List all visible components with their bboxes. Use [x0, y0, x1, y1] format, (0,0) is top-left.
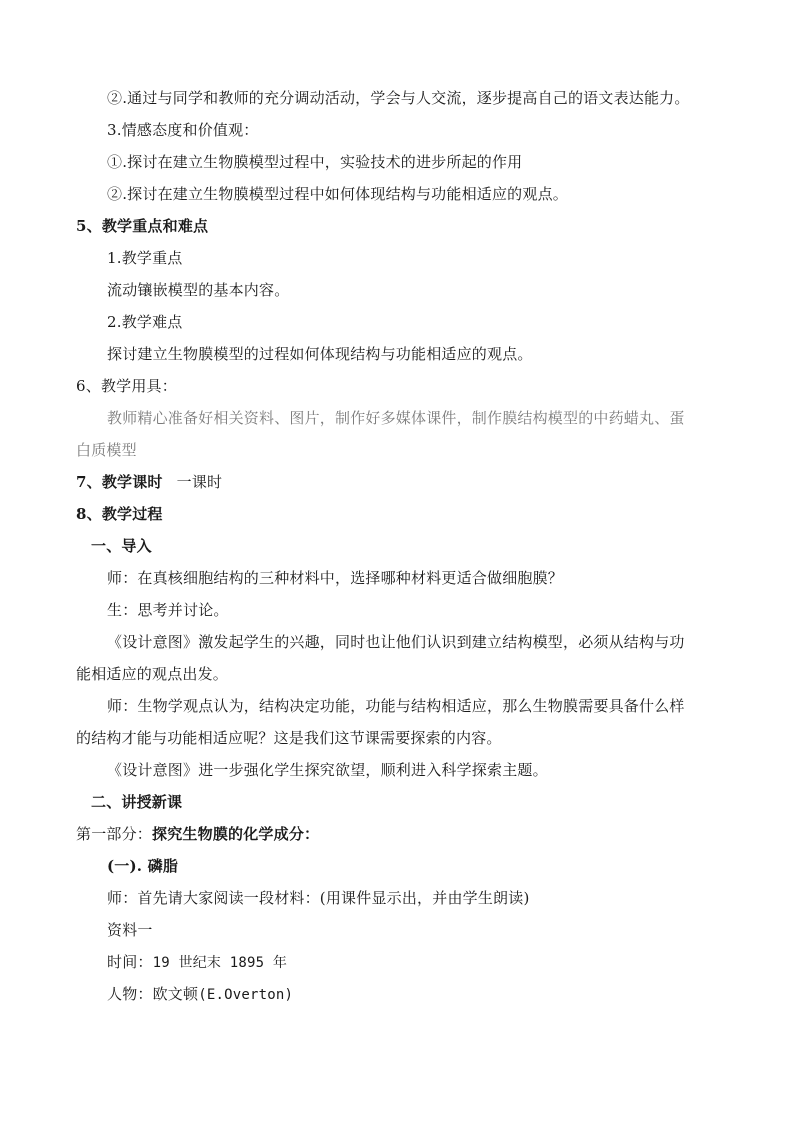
part-one-title: 探究生物膜的化学成分：	[152, 825, 320, 843]
part-one-heading	[76, 824, 319, 844]
class-hours-value: 一课时	[176, 473, 223, 491]
design-intent-line-cont: 能相适应的观点出发。	[76, 665, 229, 683]
design-intent-line-2: 《设计意图》进一步强化学生探究欲望，顺利进入科学探索主题。	[107, 761, 548, 779]
heading-key-points: 5、教学重点和难点	[76, 217, 209, 235]
student-response-line: 生：思考并讨论。	[107, 601, 229, 619]
class-hours-label: 7、教学课时	[76, 473, 163, 491]
teaching-tools-content: 教师精心准备好相关资料、图片，制作好多媒体课件，制作膜结构模型的中药蜡丸、蛋	[107, 409, 685, 427]
teacher-reading-instruction: 师：首先请大家阅读一段材料：(用课件显示出，并由学生朗读)	[107, 889, 530, 907]
material-person-line	[107, 984, 293, 1005]
part-one-label: 第一部分：	[76, 825, 153, 843]
heading-teaching-tools: 6、教学用具：	[76, 377, 177, 395]
subheading-introduction: 一、导入	[91, 537, 152, 555]
teacher-question-line: 师：在真核细胞结构的三种材料中，选择哪种材料更适合做细胞膜？	[107, 569, 564, 587]
objective-line-communication: ②.通过与同学和教师的充分调动活动，学会与人交流，逐步提高自己的语文表达能力。	[107, 89, 690, 107]
material-time-value: 19 世纪末 1895 年	[152, 955, 288, 971]
teaching-tools-content-cont: 白质模型	[76, 441, 137, 459]
key-point-content: 流动镶嵌模型的基本内容。	[107, 281, 290, 299]
material-time-line	[107, 952, 287, 973]
subheading-new-lesson: 二、讲授新课	[91, 793, 183, 811]
section-heading-attitudes-values: 3.情感态度和价值观：	[107, 121, 259, 139]
material-person-value: (E.Overton)	[198, 987, 294, 1003]
heading-teaching-process: 8、教学过程	[76, 505, 163, 523]
material-person-label: 人物：欧文顿	[107, 985, 199, 1003]
objective-line-structure-function: ②.探讨在建立生物膜模型过程中如何体现结构与功能相适应的观点。	[107, 185, 568, 203]
material-time-label: 时间：	[107, 953, 153, 971]
objective-line-technology: ①.探讨在建立生物膜模型过程中，实验技术的进步所起的作用	[107, 153, 523, 171]
material-one-label: 资料一	[107, 921, 153, 939]
design-intent-line: 《设计意图》激发起学生的兴趣，同时也让他们认识到建立结构模型，必须从结构与功	[107, 633, 685, 651]
subheading-difficult-point: 2.教学难点	[107, 313, 183, 331]
subsection-phospholipid: (一). 磷脂	[107, 857, 179, 875]
difficult-point-content: 探讨建立生物膜模型的过程如何体现结构与功能相适应的观点。	[107, 345, 533, 363]
heading-class-hours	[76, 472, 222, 492]
teacher-statement-line: 师：生物学观点认为，结构决定功能，功能与结构相适应，那么生物膜需要具备什么样	[107, 697, 685, 715]
teacher-statement-line-cont: 的结构才能与功能相适应呢？这是我们这节课需要探索的内容。	[76, 729, 502, 747]
subheading-key-point: 1.教学重点	[107, 249, 183, 267]
